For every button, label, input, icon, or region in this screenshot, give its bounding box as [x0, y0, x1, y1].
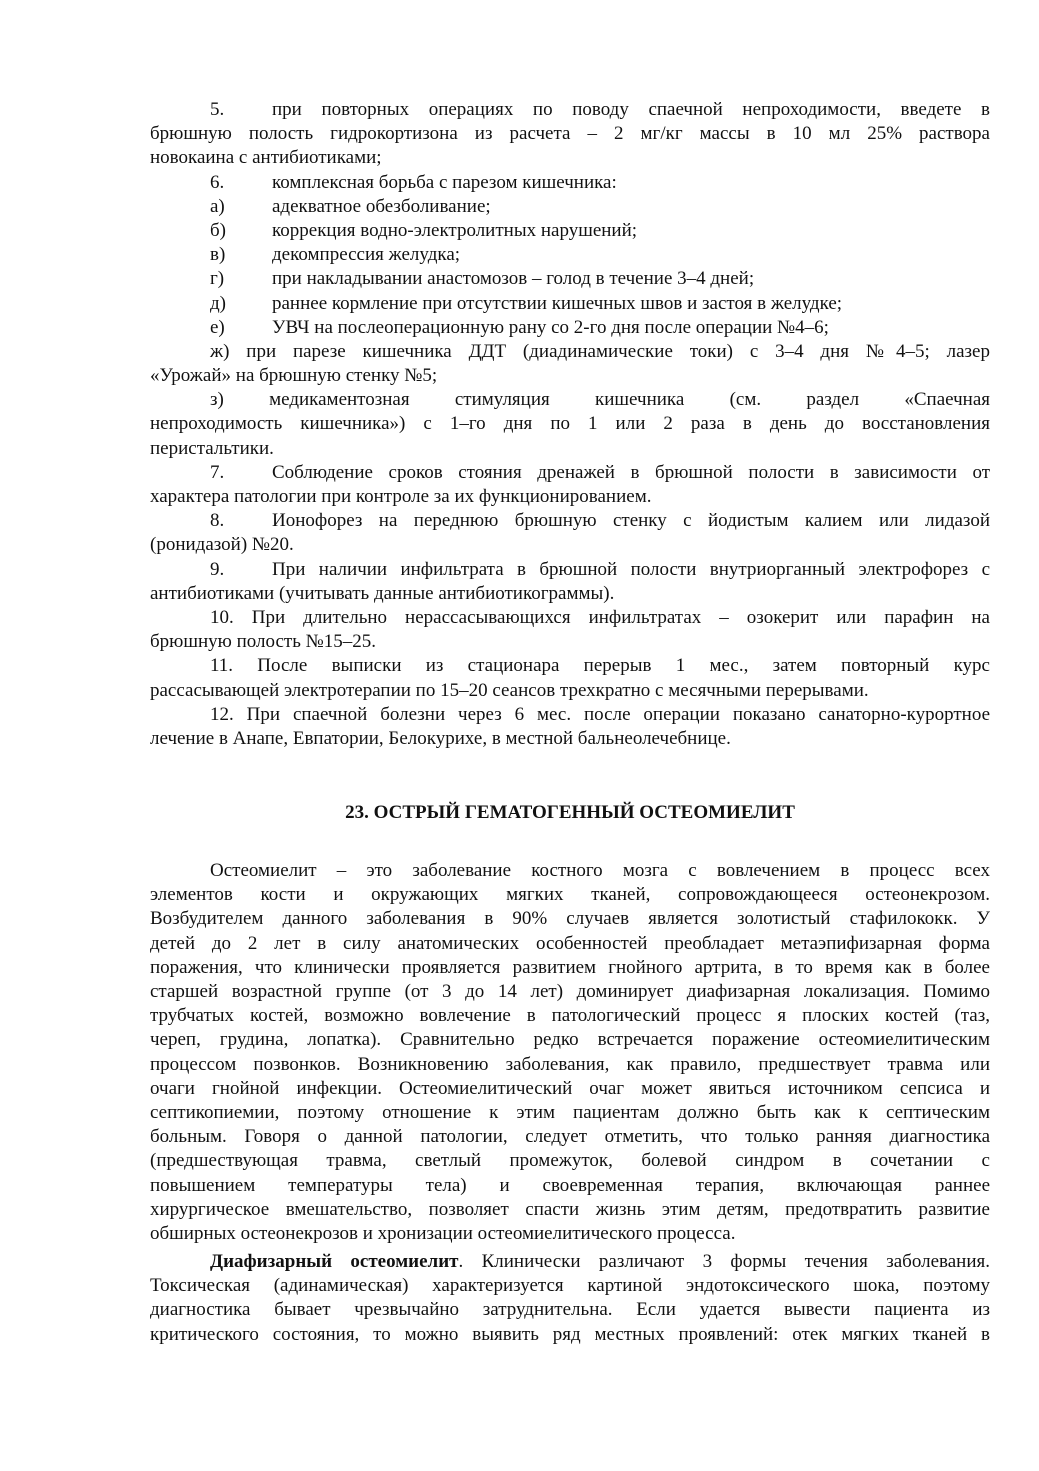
paragraph-line: детей до 2 лет в силу анатомических особенностей преобладает метаэпифизарная форма: [150, 932, 990, 954]
list-item-line: новокаина с антибиотиками;: [150, 147, 382, 169]
paragraph-line: Остеомиелит – это заболевание костного мозга с вовлечением в процесс всех: [210, 860, 990, 882]
list-item-text: коррекция водно-электролитных нарушений;: [272, 219, 638, 241]
paragraph-line: септикопиемии, поэтому отношение к этим пациентам должно быть как к септическим: [150, 1101, 990, 1123]
paragraph-line: поражения, что клинически проявляется развитием гнойного артрита, в то время как в более: [150, 956, 990, 978]
list-item-number: 6.: [210, 171, 225, 193]
list-item-line: 10. При длительно нерассасывающихся инфильтратах – озокерит или парафин на: [210, 606, 990, 628]
list-item-line: [150, 195, 990, 219]
list-item-line: [150, 461, 990, 485]
list-item-text: адекватное обезболивание;: [272, 195, 491, 217]
list-item-line: ж) при парезе кишечника ДДТ (диадинамические токи) с 3–4 дня №4–5; лазер: [210, 340, 990, 362]
bold-term: Диафизарный остеомиелит: [210, 1251, 459, 1273]
list-item-line: (ронидазой) №20.: [150, 534, 294, 556]
list-item-line: з) медикаментозная стимуляция кишечника (см. раздел «Спаечная: [210, 389, 990, 411]
list-item-text: комплексная борьба с парезом кишечника:: [272, 171, 617, 193]
paragraph-line: череп, грудина, лопатка). Сравнительно редко встречается поражение остеомиелитическим: [150, 1029, 990, 1051]
list-item-number: г): [210, 268, 225, 290]
paragraph-line: повышением температуры тела) и своевременная терапия, включающая раннее: [150, 1174, 990, 1196]
list-item-line: «Урожай» на брюшную стенку №5;: [150, 365, 438, 387]
list-item-line: [150, 316, 990, 340]
list-item-line: брюшную полость №15–25.: [150, 631, 377, 653]
list-item-text: при накладывании анастомозов – голод в течение 3–4 дней;: [272, 268, 755, 290]
list-item-number: е): [210, 316, 225, 338]
list-item-text: При наличии инфильтрата в брюшной полости внутриорганный электрофорез с: [272, 558, 990, 580]
paragraph-line: элементов кости и окружающих мягких тканей, сопровождающееся остеонекрозом.: [150, 884, 990, 906]
list-item-number: 9.: [210, 558, 225, 580]
list-item-number: а): [210, 195, 225, 217]
list-item-text: УВЧ на послеоперационную рану со 2-го дня после операции №4–6;: [272, 316, 829, 338]
list-item-line: рассасывающей электротерапии по 15–20 сеансов трехкратно с месячными перерывами.: [150, 679, 869, 701]
paragraph-line: Возбудителем данного заболевания в 90% случаев является золотистый стафилококк. У: [150, 908, 990, 930]
list-item-text: при повторных операциях по поводу спаечной непроходимости, введете в: [272, 99, 990, 120]
list-item-number: б): [210, 219, 226, 241]
paragraph-line: трубчатых костей, возможно вовлечение в патологический процесс я плоских костей (таз,: [150, 1005, 990, 1027]
section-heading: 23. ОСТРЫЙ ГЕМАТОГЕННЫЙ ОСТЕОМИЕЛИТ: [345, 802, 795, 824]
document-page: [150, 98, 990, 1347]
list-item-line: перистальтики.: [150, 437, 274, 459]
paragraph-line: процессом позвонков. Возникновению заболевания, как правило, предшествует травма или: [150, 1053, 990, 1075]
list-item-line: 11. После выписки из стационара перерыв 1 мес., затем повторный курс: [210, 655, 990, 677]
list-item-text: Ионофорез на переднюю брюшную стенку с йодистым калием или лидазой: [272, 510, 990, 532]
list-item-number: 5.: [210, 99, 225, 120]
paragraph-line: (предшествующая травма, светлый промежуток, болевой синдром в сочетании с: [150, 1150, 990, 1172]
list-item-line: 12. При спаечной болезни через 6 мес. после операции показано санаторно-курортное: [210, 703, 990, 725]
list-item-line: [150, 98, 990, 122]
paragraph-line: хирургическое вмешательство, позволяет спасти жизнь этим детям, предотвратить развитие: [150, 1198, 990, 1220]
list-item-line: брюшную полость гидрокортизона из расчета – 2 мг/кг массы в 10 мл 25% раствора: [150, 123, 990, 145]
paragraph-line: очаги гнойной инфекции. Остеомиелитический очаг может явиться источником сепсиса и: [150, 1077, 990, 1099]
list-item-number: 7.: [210, 461, 225, 483]
list-item-line: [150, 171, 990, 195]
list-item-line: [150, 243, 990, 267]
paragraph-line: обширных остеонекрозов и хронизации остеомиелитического процесса.: [150, 1222, 736, 1244]
list-item-text: Соблюдение сроков стояния дренажей в брюшной полости в зависимости от: [272, 461, 990, 483]
paragraph-line: критического состояния, то можно выявить ряд местных проявлений: отек мягких тканей в: [150, 1323, 990, 1345]
list-item-line: [150, 558, 990, 582]
list-item-text: декомпрессия желудка;: [272, 244, 461, 266]
list-item-number: д): [210, 292, 226, 314]
list-item-line: [150, 219, 990, 243]
list-item-line: лечение в Анапе, Евпатории, Белокурихе, в местной бальнеолечебнице.: [150, 727, 731, 749]
list-item-line: антибиотиками (учитывать данные антибиотикограммы).: [150, 582, 615, 604]
list-item-number: в): [210, 244, 226, 266]
paragraph-line: больным. Говоря о данной патологии, следует отметить, что только ранняя диагностика: [150, 1126, 990, 1148]
list-item-line: [150, 292, 990, 316]
paragraph-line: Токсическая (адинамическая) характеризуется картиной эндотоксического шока, поэтому: [150, 1275, 990, 1297]
paragraph-line: диагностика бывает чрезвычайно затруднительна. Если удается вывести пациента из: [150, 1299, 990, 1321]
list-item-line: [150, 509, 990, 533]
list-item-line: [150, 267, 990, 291]
list-item-text: раннее кормление при отсутствии кишечных швов и застоя в желудке;: [272, 292, 843, 314]
paragraph-line: старшей возрастной группе (от 3 до 14 лет) доминирует диафизарная локализация. Помимо: [150, 981, 990, 1002]
list-item-number: 8.: [210, 510, 225, 532]
list-item-line: непроходимость кишечника») с 1–го дня по 1 или 2 раза в день до восстановления: [150, 413, 990, 435]
paragraph-text: . Клинически различают 3 формы течения заболевания.: [458, 1251, 990, 1273]
list-item-line: характера патологии при контроле за их функционированием.: [150, 486, 652, 507]
paragraph-line: [150, 1250, 990, 1274]
